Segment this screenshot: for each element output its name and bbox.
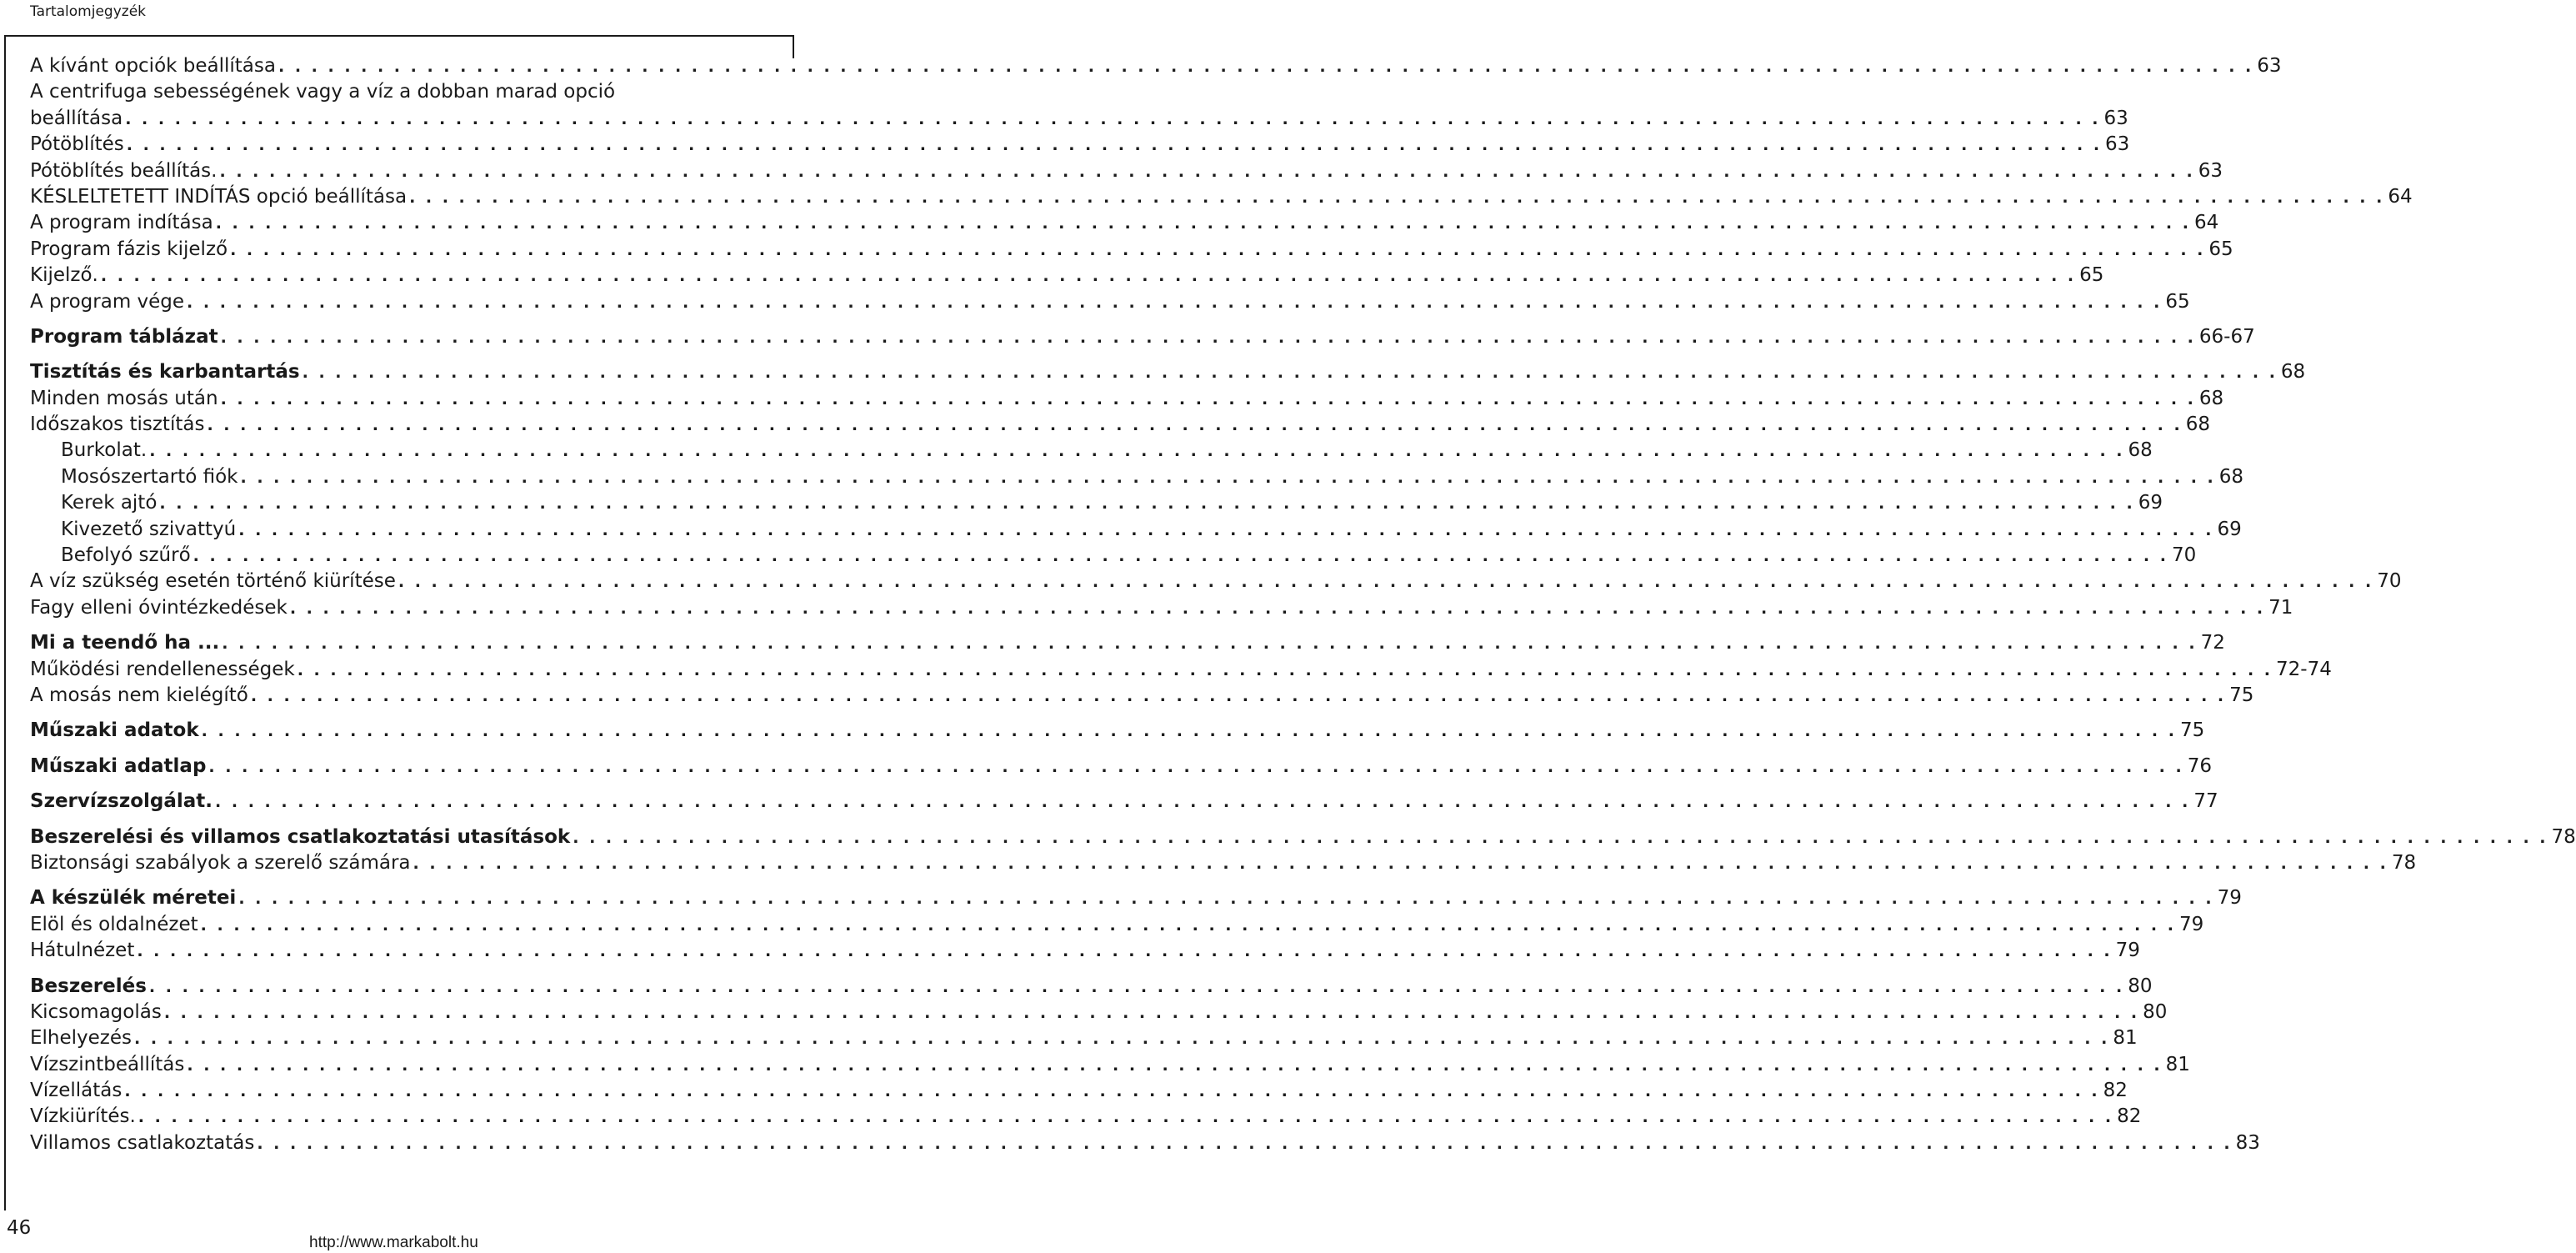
toc-leader-dots: . . . . . . . . . . . . . . . . . . . . . . . . . . . . . . . . . . . . . . . . . . . . . . . . . . . . . . . . . . . . . . . . . . . . . . . . . . . . . . . . . . . . . . . . . . . . . . . . . . . . . . . . . . . . . . . . . . . . . . . . (230, 240, 2206, 259)
toc-entry (30, 464, 2244, 490)
toc-entry (30, 595, 2293, 621)
toc-entry (30, 1025, 2138, 1051)
toc-leader-dots: . . . . . . . . . . . . . . . . . . . . . . . . . . . . . . . . . . . . . . . . . . . . . . . . . . . . . . . . . . . . . . . . . . . . . . . . . . . . . . . . . . . . . . . . . . . . . . . . . . . . . . . . . . . . . . . . . . . . . . . . (222, 634, 2198, 654)
toc-entry (30, 263, 2104, 288)
toc-entry (30, 683, 2254, 709)
toc-leader-dots: . . . . . . . . . . . . . . . . . . . . . . . . . . . . . . . . . . . . . . . . . . . . . . . . . . . . . . . . . . . . . . . . . . . . . . . . . . . . . . . . . . . . . . . . . . . . . . . . . . . . . . . . . . . . . . . . . . . . . . . . (398, 573, 2374, 592)
toc-leader-dots: . . . . . . . . . . . . . . . . . . . . . . . . . . . . . . . . . . . . . . . . . . . . . . . . . . . . . . . . . . . . . . . . . . . . . . . . . . . . . . . . . . . . . . . . . . . . . . . . . . . . . . . . . . . . . . . . . . . . . . . . (238, 520, 2214, 539)
toc-entry-title: A mosás nem kielégítő (30, 684, 248, 706)
toc-entry-page: 79 (2178, 913, 2204, 935)
toc-entry-title: Vízszintbeállítás (30, 1053, 185, 1075)
toc-entry-title: Pótöblítés (30, 133, 124, 156)
toc-entry-page: 68 (2218, 465, 2244, 488)
toc-entry (30, 657, 2332, 683)
toc-entry-title: Fagy elleni óvintézkedések (30, 596, 288, 619)
toc-entry-page: 66-67 (2198, 325, 2255, 348)
toc-leader-dots: . . . . . . . . . . . . . . . . . . . . . . . . . . . . . . . . . . . . . . . . . . . . . . . . . . . . . . . . . . . . . . . . . . . . . . . . . . . . . . . . . . . . . . . . . . . . . . . . . . . . . . . . . . . . . . . . . . . . . . . . (215, 793, 2191, 812)
toc-leader-dots: . . . . . . . . . . . . . . . . . . . . . . . . . . . . . . . . . . . . . . . . . . . . . . . . . . . . . . . . . . . . . . . . . . . . . . . . . . . . . . . . . . . . . . . . . . . . . . . . . . . . . . . . . . . . . . . . . . . . . . . . (257, 1134, 2233, 1153)
toc-entry-page: 80 (2143, 1000, 2168, 1023)
toc-entry (30, 754, 2212, 779)
toc-entry (30, 490, 2163, 516)
toc-entry (30, 79, 766, 105)
toc-entry (30, 974, 2153, 1000)
toc-entry-title: Mi a teendő ha ... (30, 632, 220, 654)
toc-entry-page: 79 (2217, 887, 2242, 910)
toc-leader-dots: . . . . . . . . . . . . . . . . . . . . . . . . . . . . . . . . . . . . . . . . . . . . . . . . . . . . . . . . . . . . . . . . . . . . . . . . . . . . . . . . . . . . . . . . . . . . . . . . . . . . . . . . . . . . . . . . . . . . . . . . (187, 293, 2163, 312)
toc-entry-page: 71 (2268, 596, 2293, 619)
toc-entry-title: A víz szükség esetén történő kiürítése (30, 570, 396, 593)
toc-entry (30, 630, 2225, 656)
toc-leader-dots: . . . . . . . . . . . . . . . . . . . . . . . . . . . . . . . . . . . . . . . . . . . . . . . . . . . . . . . . . . . . . . . . . . . . . . . . . . . . . . . . . . . . . . . . . . . . . . . . . . . . . . . . . . . . . . . . . . . . . . . . (159, 494, 2135, 514)
footer-url: http://www.markabolt.hu (309, 1234, 478, 1251)
toc-entry-page: 68 (2280, 361, 2306, 383)
toc-entry-page: 68 (2198, 387, 2224, 409)
toc-leader-dots: . . . . . . . . . . . . . . . . . . . . . . . . . . . . . . . . . . . . . . . . . . . . . . . . . . . . . . . . . . . . . . . . . . . . . . . . . . . . . . . . . . . . . . . . . . . . . . . . . . . . . . . . . . . . . . . . . . . . . . . . (207, 416, 2183, 435)
toc-entry-title: Pótöblítés beállítás. (30, 159, 218, 182)
toc-leader-dots: . . . . . . . . . . . . . . . . . . . . . . . . . . . . . . . . . . . . . . . . . . . . . . . . . . . . . . . . . . . . . . . . . . . . . . . . . . . . . . . . . . . . . . . . . . . . . . . . . . . . . . . . . . . . . . . . . . . . . . . . (134, 1030, 2110, 1049)
toc-leader-dots: . . . . . . . . . . . . . . . . . . . . . . . . . . . . . . . . . . . . . . . . . . . . . . . . . . . . . . . . . . . . . . . . . . . . . . . . . . . . . . . . . . . . . . . . . . . . . . . . . . . . . . . . . . . . . . . . . . . . . . . . (200, 915, 2176, 935)
toc-entry-page: 75 (2229, 684, 2254, 706)
toc-leader-dots: . . . . . . . . . . . . . . . . . . . . . . . . . . . . . . . . . . . . . . . . . . . . . . . . . . . . . . . . . . . . . . . . . . . . . . . . . . . . . . . . . . . . . . . . . . . . . . . . . . . . . . . . . . . . . . . . . . . . . . . . (201, 722, 2177, 741)
toc-entry-title: beállítása (30, 107, 123, 129)
toc-entry-title: Kicsomagolás (30, 1000, 162, 1023)
toc-entry (30, 359, 2306, 385)
toc-entry-page: 72-74 (2276, 658, 2332, 680)
toc-leader-dots: . . . . . . . . . . . . . . . . . . . . . . . . . . . . . . . . . . . . . . . . . . . . . . . . . . . . . . . . . . . . . . . . . . . . . . . . . . . . . . . . . . . . . . . . . . . . . . . . . . . . . . . . . . . . . . . . . . . . . . . . (409, 188, 2385, 207)
toc-entry-page: 65 (2165, 290, 2190, 313)
toc-leader-dots: . . . . . . . . . . . . . . . . . . . . . . . . . . . . . . . . . . . . . . . . . . . . . . . . . . . . . . . . . . . . . . . . . . . . . . . . . . . . . . . . . . . . . . . . . . . . . . . . . . . . . . . . . . . . . . . . . . . . . . . . (297, 660, 2273, 679)
toc-entry-page: 72 (2200, 632, 2225, 654)
toc-entry (30, 1078, 2128, 1104)
toc-entry (30, 184, 2413, 210)
toc-entry-title: Mosószertartó fiók (61, 465, 238, 488)
toc-entry (30, 569, 2402, 594)
toc-leader-dots: . . . . . . . . . . . . . . . . . . . . . . . . . . . . . . . . . . . . . . . . . . . . . . . . . . . . . . . . . . . . . . . . . . . . . . . . . . . . . . . . . . . . . . . . . . . . . . . . . . . . . . . . . . . . . . . . . . . . . . . . (250, 686, 2227, 705)
toc-entry-title: Időszakos tisztítás (30, 413, 205, 436)
toc-leader-dots: . . . . . . . . . . . . . . . . . . . . . . . . . . . . . . . . . . . . . . . . . . . . . . . . . . . . . . . . . . . . . . . . . . . . . . . . . . . . . . . . . . . . . . . . . . . . . . . . . . . . . . . . . . . . . . . . . . . . . . . . (137, 942, 2113, 961)
toc-entry-title: Szervízszolgálat. (30, 790, 213, 813)
toc-entry (30, 106, 2128, 132)
toc-entry-page: 81 (2113, 1027, 2138, 1050)
toc-entry-page: 63 (2103, 107, 2128, 129)
toc-entry (30, 210, 2219, 236)
toc-entry-title: A készülék méretei (30, 887, 237, 910)
toc-entry (30, 53, 2282, 79)
toc-leader-dots: . . . . . . . . . . . . . . . . . . . . . . . . . . . . . . . . . . . . . . . . . . . . . . . . . . . . . . . . . . . . . . . . . . . . . . . . . . . . . . . . . . . . . . . . . . . . . . . . . . . . . . . . . . . . . . . . . . . . . . . . (124, 1082, 2100, 1101)
toc-entry-page: 82 (2117, 1105, 2142, 1128)
toc-leader-dots: . . . . . . . . . . . . . . . . . . . . . . . . . . . . . . . . . . . . . . . . . . . . . . . . . . . . . . . . . . . . . . . . . . . . . . . . . . . . . . . . . . . . . . . . . . . . . . . . . . . . . . . . . . . . . . . . . . . . . . . . (413, 854, 2388, 873)
toc-entry-page: 68 (2185, 413, 2211, 436)
toc-entry-title: A program vége (30, 290, 185, 313)
toc-entry-page: 79 (2115, 940, 2140, 962)
toc-entry (30, 132, 2130, 158)
header-rule (4, 35, 794, 37)
toc-entry (30, 438, 2153, 464)
toc-leader-dots: . . . . . . . . . . . . . . . . . . . . . . . . . . . . . . . . . . . . . . . . . . . . . . . . . . . . . . . . . . . . . . . . . . . . . . . . . . . . . . . . . . . . . . . . . . . . . . . . . . . . . . . . . . . . . . . . . . . . . . . . (126, 136, 2103, 155)
toc-entry-title: Kijelző. (30, 264, 98, 287)
toc-entry-title: Beszerelési és villamos csatlakoztatási utasítások (30, 825, 571, 848)
toc-entry-title: Tisztítás és karbantartás (30, 361, 300, 383)
toc-entry-page: 65 (2208, 238, 2233, 260)
toc-leader-dots: . . . . . . . . . . . . . . . . . . . . . . . . . . . . . . . . . . . . . . . . . . . . . . . . . . . . . . . . . . . . . . . . . . . . . . . . . . . . . . . . . . . . . . . . . . . . . . . . . . . . . . . . . . . . . . . . . . . . . . . . (215, 214, 2191, 233)
toc-leader-dots: . . . . . . . . . . . . . . . . . . . . . . . . . . . . . . . . . . . . . . . . . . . . . . . . . . . . . . . . . . . . . . . . . . . . . . . . . . . . . . . . . . . . . . . . . . . . . . . . . . . . . . . . . . . . . . . . . . . . . . . . (100, 267, 2077, 286)
toc-entry-title: Burkolat. (61, 439, 148, 462)
toc-entry-page: 70 (2377, 570, 2402, 593)
toc-leader-dots: . . . . . . . . . . . . . . . . . . . . . . . . . . . . . . . . . . . . . . . . . . . . . . . . . . . . . . . . . . . . . . . . . . . . . . . . . . . . . . . . . . . . . . . . . . . . . . . . . . . . . . . . . . . . . . . . . . . . . . . . (573, 828, 2548, 847)
toc-leader-dots: . . . . . . . . . . . . . . . . . . . . . . . . . . . . . . . . . . . . . . . . . . . . . . . . . . . . . . . . . . . . . . . . . . . . . . . . . . . . . . . . . . . . . . . . . . . . . . . . . . . . . . . . . . . . . . . . . . . . . . . . (302, 363, 2278, 383)
toc-entry-title: Hátulnézet (30, 940, 135, 962)
toc-entry-page: 78 (2391, 851, 2417, 874)
toc-entry (30, 289, 2190, 315)
toc-entry (30, 789, 2218, 814)
toc-entry (30, 517, 2242, 543)
toc-entry (30, 718, 2205, 744)
toc-entry-title: Kivezető szivattyú (61, 518, 237, 540)
toc-leader-dots: . . . . . . . . . . . . . . . . . . . . . . . . . . . . . . . . . . . . . . . . . . . . . . . . . . . . . . . . . . . . . . . . . . . . . . . . . . . . . . . . . . . . . . . . . . . . . . . . . . . . . . . . . . . . . . . . . . . . . . . . (187, 1055, 2163, 1075)
toc-entry-page: 68 (2128, 439, 2153, 462)
toc-entry-title: A kívánt opciók beállítása (30, 55, 276, 77)
toc-entry-page: 69 (2217, 518, 2242, 540)
toc-entry-title: Vízellátás (30, 1080, 123, 1102)
page-header-title: Tartalomjegyzék (30, 3, 147, 20)
toc-entry (30, 912, 2204, 938)
table-of-contents (30, 53, 2576, 1156)
toc-entry-title: Elöl és oldalnézet (30, 913, 198, 935)
toc-leader-dots: . . . . . . . . . . . . . . . . . . . . . . . . . . . . . . . . . . . . . . . . . . . . . . . . . . . . . . . . . . . . . . . . . . . . . . . . . . . . . . . . . . . . . . . . . . . . . . . . . . . . . . . . . . . . . . . . . . . . . . . . (208, 757, 2184, 776)
toc-entry (30, 386, 2224, 412)
toc-entry-title: Program táblázat (30, 325, 218, 348)
toc-entry (30, 1052, 2190, 1078)
toc-entry-page: 76 (2187, 754, 2212, 777)
toc-entry-title: Program fázis kijelző (30, 238, 228, 260)
toc-entry-title: Műszaki adatok (30, 719, 199, 742)
toc-entry-title: Befolyó szűrő (61, 544, 191, 567)
toc-entry-page: 78 (2551, 825, 2576, 848)
toc-leader-dots: . . . . . . . . . . . . . . . . . . . . . . . . . . . . . . . . . . . . . . . . . . . . . . . . . . . . . . . . . . . . . . . . . . . . . . . . . . . . . . . . . . . . . . . . . . . . . . . . . . . . . . . . . . . . . . . . . . . . . . . . (148, 977, 2125, 996)
toc-leader-dots: . . . . . . . . . . . . . . . . . . . . . . . . . . . . . . . . . . . . . . . . . . . . . . . . . . . . . . . . . . . . . . . . . . . . . . . . . . . . . . . . . . . . . . . . . . . . . . . . . . . . . . . . . . . . . . . . . . . . . . . . (163, 1003, 2140, 1022)
toc-entry-title: Villamos csatlakoztatás (30, 1131, 255, 1154)
toc-entry-page: 64 (2193, 212, 2219, 234)
toc-entry (30, 1000, 2168, 1025)
toc-leader-dots: . . . . . . . . . . . . . . . . . . . . . . . . . . . . . . . . . . . . . . . . . . . . . . . . . . . . . . . . . . . . . . . . . . . . . . . . . . . . . . . . . . . . . . . . . . . . . . . . . . . . . . . . . . . . . . . . . . . . . . . . (138, 1108, 2114, 1127)
toc-entry-title: Biztonsági szabályok a szerelő számára (30, 851, 411, 874)
toc-entry-title: KÉSLELTETETT INDÍTÁS opció beállítása (30, 185, 408, 208)
toc-entry (30, 1130, 2260, 1156)
toc-entry-page: 64 (2388, 185, 2413, 208)
page-number: 46 (7, 1217, 32, 1239)
toc-entry (30, 324, 2255, 350)
toc-leader-dots: . . . . . . . . . . . . . . . . . . . . . . . . . . . . . . . . . . . . . . . . . . . . . . . . . . . . . . . . . . . . . . . . . . . . . . . . . . . . . . . . . . . . . . . . . . . . . . . . . . . . . . . . . . . . . . . . . . . . . . . . (125, 109, 2101, 128)
toc-entry (30, 158, 2223, 184)
toc-leader-dots: . . . . . . . . . . . . . . . . . . . . . . . . . . . . . . . . . . . . . . . . . . . . . . . . . . . . . . . . . . . . . . . . . . . . . . . . . . . . . . . . . . . . . . . . . . . . . . . . . . . . . . . . . . . . . . . . . . . . . . . . (278, 58, 2254, 76)
toc-entry-title: Működési rendellenességek (30, 658, 295, 680)
toc-leader-dots: . . . . . . . . . . . . . . . . . . . . . . . . . . . . . . . . . . . . . . . . . . . . . . . . . . . . . . . . . . . . . . . . . . . . . . . . . . . . . . . . . . . . . . . . . . . . . . . . . . . . . . . . . . . . . . . . . . . . . . . . (240, 468, 2216, 487)
toc-entry (30, 543, 2197, 569)
toc-leader-dots: . . . . . . . . . . . . . . . . . . . . . . . . . . . . . . . . . . . . . . . . . . . . . . . . . . . . . . . . . . . . . . . . . . . . . . . . . . . . . . . . . . . . . . . . . . . . . . . . . . . . . . . . . . . . . . . . . . . . . . . . (289, 599, 2266, 618)
toc-entry-page: 77 (2193, 790, 2218, 813)
toc-entry-page: 75 (2179, 719, 2205, 742)
toc-entry-page: 81 (2165, 1053, 2190, 1075)
toc-leader-dots: . . . . . . . . . . . . . . . . . . . . . . . . . . . . . . . . . . . . . . . . . . . . . . . . . . . . . . . . . . . . . . . . . . . . . . . . . . . . . . . . . . . . . . . . . . . . . . . . . . . . . . . . . . . . . . . . . . . . . . . . (219, 162, 2195, 181)
toc-entry (30, 938, 2140, 964)
toc-entry-page: 63 (2105, 133, 2130, 156)
toc-entry-page: 82 (2103, 1080, 2128, 1102)
toc-entry-page: 69 (2138, 492, 2163, 514)
toc-entry-page: 63 (2257, 55, 2282, 77)
toc-entry-page: 63 (2198, 159, 2223, 182)
toc-leader-dots: . . . . . . . . . . . . . . . . . . . . . . . . . . . . . . . . . . . . . . . . . . . . . . . . . . . . . . . . . . . . . . . . . . . . . . . . . . . . . . . . . . . . . . . . . . . . . . . . . . . . . . . . . . . . . . . . . . . . . . . . (220, 389, 2196, 408)
toc-entry (30, 1104, 2142, 1130)
toc-entry (30, 850, 2417, 876)
toc-leader-dots: . . . . . . . . . . . . . . . . . . . . . . . . . . . . . . . . . . . . . . . . . . . . . . . . . . . . . . . . . . . . . . . . . . . . . . . . . . . . . . . . . . . . . . . . . . . . . . . . . . . . . . . . . . . . . . . . . . . . . . . . (193, 547, 2168, 566)
toc-entry-page: 65 (2079, 264, 2104, 287)
left-margin-rule (4, 35, 6, 1210)
toc-entry (30, 237, 2233, 263)
toc-leader-dots: . . . . . . . . . . . . . . . . . . . . . . . . . . . . . . . . . . . . . . . . . . . . . . . . . . . . . . . . . . . . . . . . . . . . . . . . . . . . . . . . . . . . . . . . . . . . . . . . . . . . . . . . . . . . . . . . . . . . . . . . (149, 442, 2125, 461)
toc-entry-title: A centrifuga sebességének vagy a víz a dobban marad opció (30, 81, 616, 103)
toc-leader-dots: . . . . . . . . . . . . . . . . . . . . . . . . . . . . . . . . . . . . . . . . . . . . . . . . . . . . . . . . . . . . . . . . . . . . . . . . . . . . . . . . . . . . . . . . . . . . . . . . . . . . . . . . . . . . . . . . . . . . . . . . (220, 328, 2196, 347)
toc-leader-dots: . . . . . . . . . . . . . . . . . . . . . . . . . . . . . . . . . . . . . . . . . . . . . . . . . . . . . . . . . . . . . . . . . . . . . . . . . . . . . . . . . . . . . . . . . . . . . . . . . . . . . . . . . . . . . . . . . . . . . . . . (238, 890, 2214, 909)
toc-entry-title: A program indítása (30, 212, 213, 234)
toc-entry-title: Kerek ajtó (61, 492, 158, 514)
toc-entry (30, 412, 2211, 438)
toc-entry-page: 83 (2235, 1131, 2260, 1154)
toc-entry-title: Minden mosás után (30, 387, 218, 409)
toc-entry-title: Elhelyezés (30, 1027, 133, 1050)
toc-entry-title: Műszaki adatlap (30, 754, 207, 777)
toc-entry (30, 824, 2576, 850)
toc-entry-page: 80 (2128, 975, 2153, 997)
toc-entry (30, 885, 2242, 911)
toc-entry-title: Vízkiürítés. (30, 1105, 136, 1128)
toc-entry-title: Beszerelés (30, 975, 147, 997)
toc-entry-page: 70 (2171, 544, 2197, 567)
